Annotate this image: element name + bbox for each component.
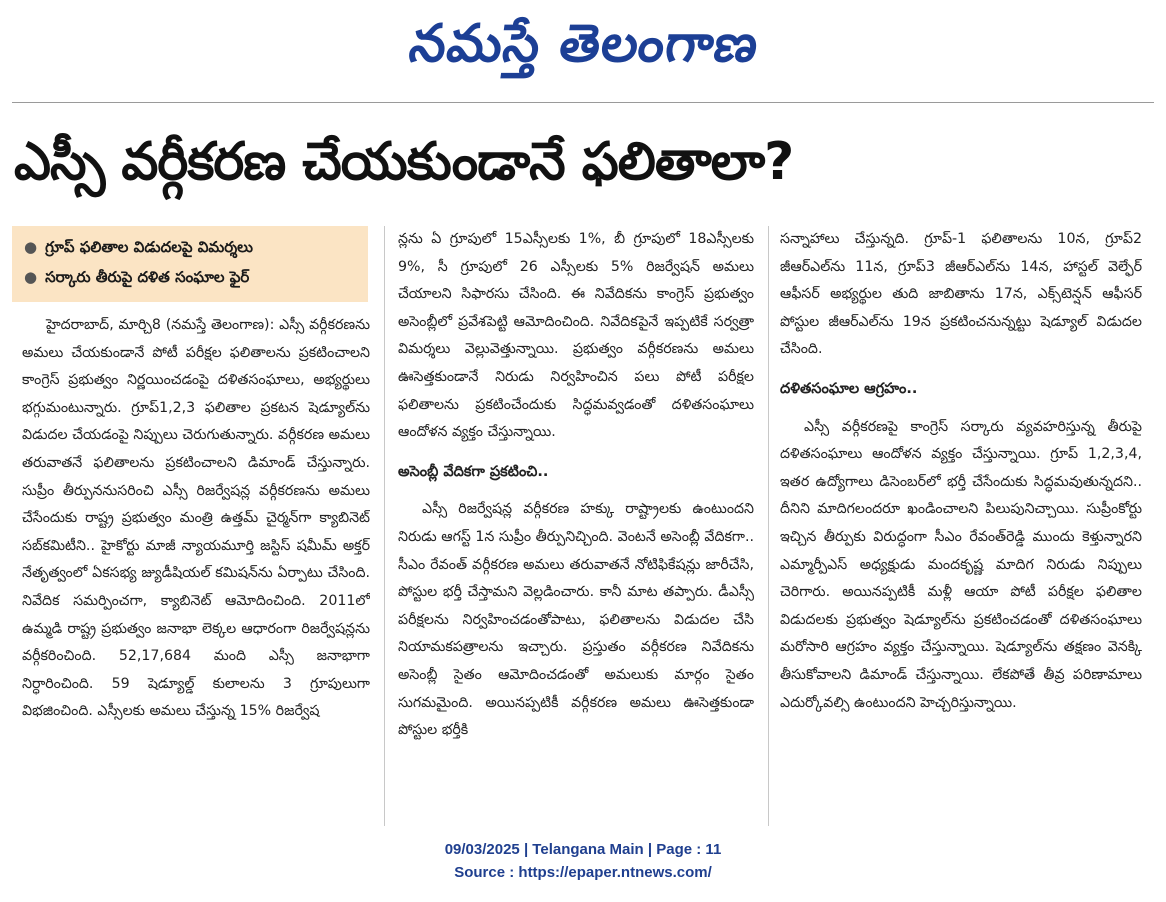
article-paragraph: హైదరాబాద్, మార్చి8 (నమస్తే తెలంగాణ): ఎస్సీ వర్గీకరణను అమలు చేయకుండానే పోటీ పరీక్షల ఫలితాలను ప్రకటించాలని కాంగ్రెస్ ప్రభుత్వం నిర్ణయించడంపై దళితసంఘాలు, అభ్యర్థులు భగ్గుమంటున్నారు. గ్రూప్1,2,3 ఫలితాల ప్రకటన షెడ్యూల్‌ను విడుదల చేయడంపై నిప్పులు చెరుగుతున్నారు. వర్గీకరణ అమలు తరువాతనే ఫలితాలను ప్రకటించాలని డిమాండ్ చేస్తున్నారు. సుప్రీం తీర్పుననుసరించి ఎస్సీ రిజర్వేషన్ల వర్గీకరణను అమలు చేసేందుకు రాష్ట్ర ప్రభుత్వం మంత్రి ఉత్తమ్ చైర్మన్‌గా క్యాబినెట్ సబ్‌కమిటీని.. హైకోర్టు మాజీ న్యాయమూర్తి జస్టిస్ షమీమ్ అక్తర్ నేతృత్వంలో ఏకసభ్య జ్యుడీషియల్ కమిషన్‌ను ఏర్పాటు చేసింది. నివేదిక సమర్పించగా, క్యాబినెట్ ఆమోదించింది. 2011లో ఉమ్మడి రాష్ట్ర ప్రభుత్వం జనాభా లెక్కల ఆధారంగా రిజర్వేషన్లను వర్గీకరించింది. 52,17,684 మంది ఎస్సీ జనాభాగా నిర్ధారించింది. 59 షెడ్యూల్డ్ కులాలను 3 గ్రూపులుగా విభజించింది. ఎస్సీలకు అమలు చేస్తున్న 15% రిజర్వేష	[22, 317, 370, 720]
article-column-2	[398, 226, 754, 832]
article-column-1	[22, 312, 370, 832]
kicker-text: సర్కారు తీరుపై దళిత సంఘాల ఫైర్	[45, 268, 250, 286]
article-paragraph: సన్నాహాలు చేస్తున్నది. గ్రూప్-1 ఫలితాలను 10న, గ్రూప్2 జీఆర్‌ఎల్‌ను 11న, గ్రూప్3 జీఆర్‌ఎల్‌ను 14న, హాస్టల్ వెల్ఫేర్ ఆఫీసర్ అభ్యర్థుల తుది జాబితాను 17న, ఎక్స్‌టెన్షన్ ఆఫీసర్ పోస్టుల జీఆర్‌ఎల్‌ను 19న ప్రకటించనున్నట్టు షెడ్యూల్ విడుదల చేసింది.	[780, 231, 1142, 358]
section-subhead: అసెంబ్లీ వేదికగా ప్రకటించి..	[398, 463, 549, 480]
masthead	[0, 4, 1166, 96]
footer-date-page: 09/03/2025 | Telangana Main | Page : 11	[444, 841, 722, 858]
bullet-icon: ●	[24, 268, 38, 286]
article-paragraph: ఎస్సీ రిజర్వేషన్ల వర్గీకరణ హక్కు రాష్ట్రాలకు ఉంటుందని నిరుడు ఆగస్ట్ 1న సుప్రీం తీర్పునిచ్చింది. వెంటనే అసెంబ్లీ వేదికగా.. సీఎం రేవంత్ వర్గీకరణ అమలు తరువాతనే నోటిఫికేషన్లు జారీచేసి, పోస్టుల భర్తీ చేస్తామని వెల్లడించారు. కానీ మాట తప్పారు. డీఎస్సీ పరీక్షలను నిర్వహించడంతోపాటు, ఫలితాలను విడుదల చేసి నియామకపత్రాలను ఇచ్చారు. ప్రస్తుతం వర్గీకరణ నివేదికను అసెంబ్లీ సైతం ఆమోదించడంతో అమలుకు మార్గం సైతం సుగమమైంది. అయినప్పటికీ వర్గీకరణ అమలు ఊసెత్తకుండా పోస్టుల భర్తీకి	[398, 501, 754, 739]
kicker-item	[24, 232, 356, 262]
article-paragraph: న్లను ఏ గ్రూపులో 15ఎస్సీలకు 1%, బీ గ్రూపులో 18ఎస్సీలకు 9%, సీ గ్రూపులో 26 ఎస్సీలకు 5% రిజర్వేషన్ అమలు చేయాలని సిఫారసు చేసింది. ఈ నివేదికను కాంగ్రెస్ ప్రభుత్వం అసెంబ్లీలో ప్రవేశపెట్టి ఆమోదించింది. నివేదికపైనే ఇప్పటికే సర్వత్రా విమర్శలు వెల్లువెత్తున్నాయి. ప్రభుత్వం వర్గీకరణను అమలు ఊసెత్తకుండానే నిరుడు నిర్వహించిన పలు పోటీ పరీక్షల ఫలితాలను ప్రకటించేందుకు సిద్ధమవ్వడంతో దళితసంఘాలు ఆందోళన వ్యక్తం చేస్తున్నాయి.	[398, 231, 754, 441]
column-divider	[384, 226, 385, 826]
kicker-item	[24, 262, 356, 292]
article-column-3	[780, 226, 1142, 816]
masthead-divider	[12, 102, 1154, 103]
masthead-logo: నమస్తే తెలంగాణ	[405, 13, 763, 74]
footer-source: Source : https://epaper.ntnews.com/	[454, 864, 712, 881]
footer	[0, 838, 1166, 884]
bullet-icon: ●	[24, 238, 38, 256]
kicker-box	[12, 226, 368, 302]
kicker-text: గ్రూప్ ఫలితాల విడుదలపై విమర్శలు	[45, 238, 253, 256]
article-paragraph: ఎస్సీ వర్గీకరణపై కాంగ్రెస్ సర్కారు వ్యవహరిస్తున్న తీరుపై దళితసంఘాలు ఆందోళన వ్యక్తం చేస్తున్నాయి. గ్రూప్ 1,2,3,4, ఇతర ఉద్యోగాలు డిసెంబర్‌లో భర్తీ చేసేందుకు సిద్ధమవుతున్నదని.. దీనిని మాదిగలందరూ ఖండించాలని పిలుపునిచ్చాయి. సుప్రీంకోర్టు ఇచ్చిన తీర్పుకు విరుద్ధంగా సీఎం రేవంత్‌రెడ్డి ముందు కెళ్తున్నారని ఎమ్మార్పీఎస్ అధ్యక్షుడు మందకృష్ణ మాదిగ నిరుడు నిప్పులు చెరిగారు. అయినప్పటికీ మళ్లీ ఆయా పోటీ పరీక్షల ఫలితాల విడుదలకు ప్రభుత్వం షెడ్యూల్‌ను ప్రకటించడంతో దళితసంఘాలు మరోసారి ఆగ్రహం వ్యక్తం చేస్తున్నాయి. షెడ్యూల్‌ను తక్షణం వెనక్కి తీసుకోవాలని డిమాండ్ చేస్తున్నాయి. లేకపోతే తీవ్ర పరిణామాలు ఎదుర్కోవల్సి ఉంటుందని హెచ్చరిస్తున్నాయి.	[780, 418, 1142, 711]
section-subhead: దళితసంఘాల ఆగ్రహం..	[780, 380, 918, 397]
column-divider	[768, 226, 769, 826]
headline: ఎస్సీ వర్గీకరణ చేయకుండానే ఫలితాలా?	[14, 132, 794, 192]
